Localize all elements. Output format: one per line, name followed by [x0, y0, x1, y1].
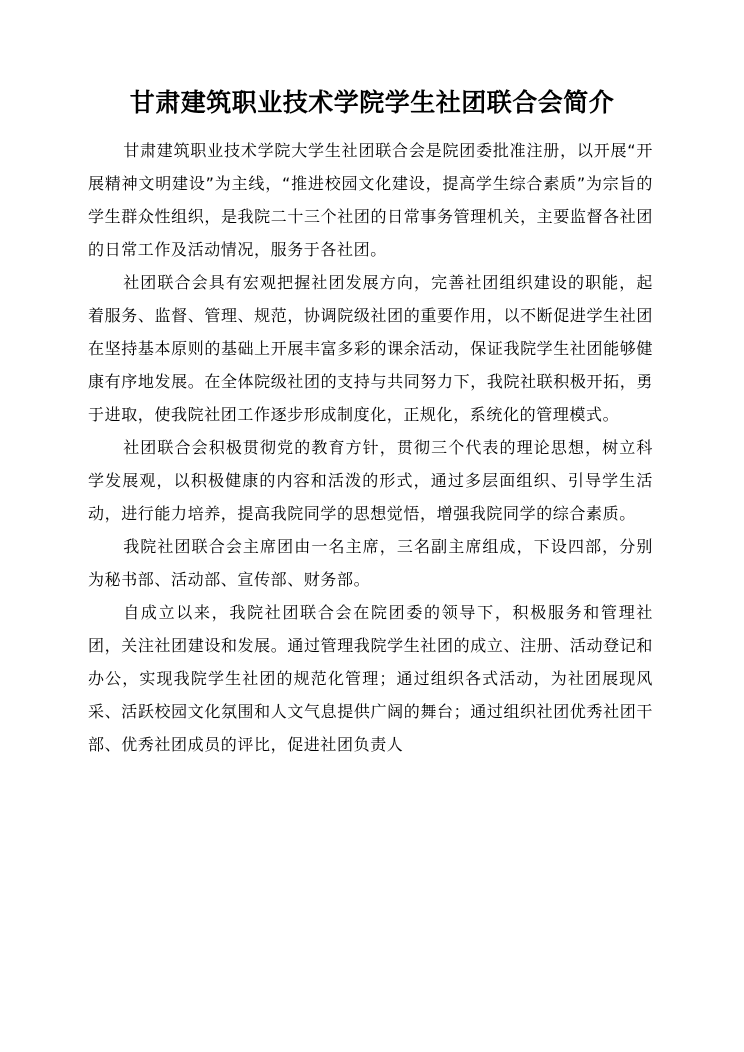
document-body: [88, 134, 653, 761]
paragraph-structure: 我院社团联合会主席团由一名主席，三名副主席组成，下设四部，分别为秘书部、活动部、宣传部、财务部。: [88, 537, 653, 589]
paragraph-functions: 社团联合会具有宏观把握社团发展方向，完善社团组织建设的职能，起着服务、监督、管理、规范，协调院级社团的重要作用，以不断促进学生社团在坚持基本原则的基础上开展丰富多彩的课余活动，保证我院学生社团能够健康有序地发展。在全体院级社团的支持与共同努力下，我院社联积极开拓，勇于进取，使我院社团工作逐步形成制度化，正规化，系统化的管理模式。: [88, 273, 653, 424]
document-title: 甘肃建筑职业技术学院学生社团联合会简介: [129, 88, 615, 117]
paragraph-policy: 社团联合会积极贯彻党的教育方针，贯彻三个代表的理论思想，树立科学发展观，以积极健康的内容和活泼的形式，通过多层面组织、引导学生活动，进行能力培养，提高我院同学的思想觉悟，增强我院同学的综合素质。: [88, 438, 653, 523]
paragraph-intro: 甘肃建筑职业技术学院大学生社团联合会是院团委批准注册，以开展“开展精神文明建设”为主线，“推进校园文化建设，提高学生综合素质”为宗旨的学生群众性组织，是我院二十三个社团的日常事务管理机关，主要监督各社团的日常工作及活动情况，服务于各社团。: [88, 141, 653, 259]
paragraph-achievements: 自成立以来，我院社团联合会在院团委的领导下，积极服务和管理社团，关注社团建设和发展。通过管理我院学生社团的成立、注册、活动登记和办公，实现我院学生社团的规范化管理；通过组织各式活动，为社团展现风采、活跃校园文化氛围和人文气息提供广阔的舞台；通过组织社团优秀社团干部、优秀社团成员的评比，促进社团负责人: [88, 603, 653, 754]
